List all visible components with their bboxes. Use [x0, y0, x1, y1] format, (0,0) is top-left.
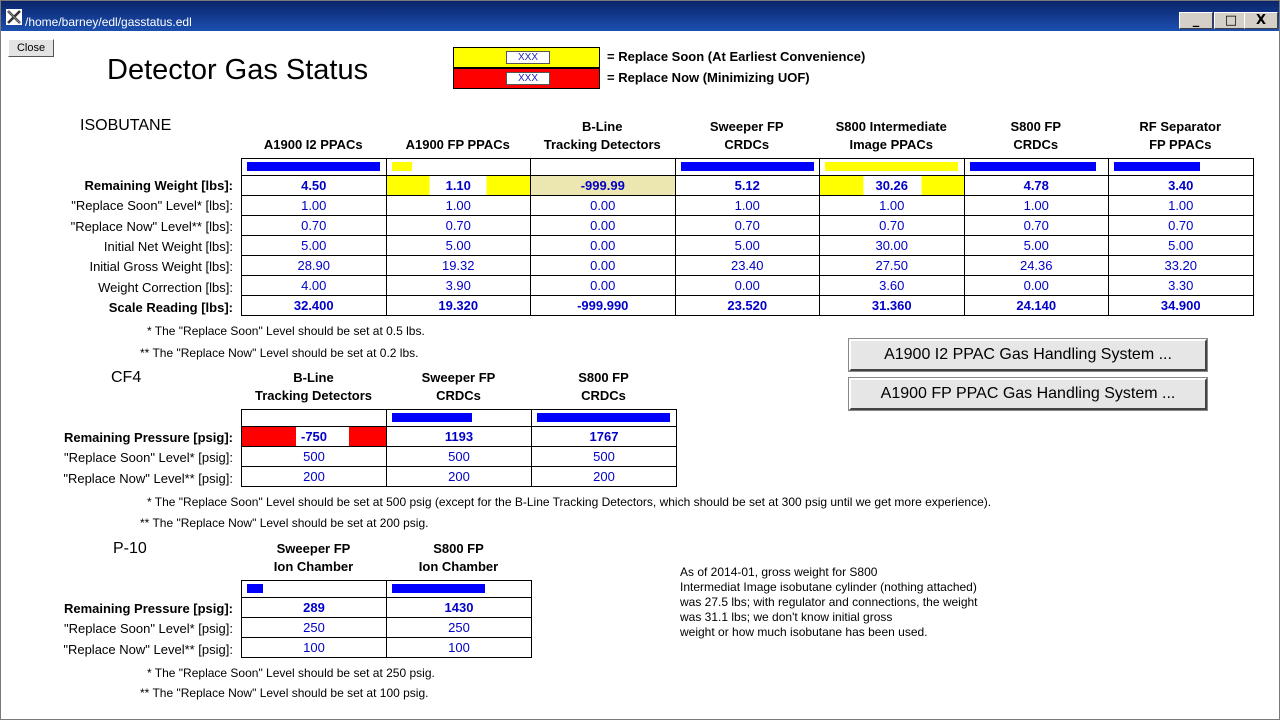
- level-bar-cell: [964, 159, 1109, 176]
- isobutane-table: [241, 158, 1254, 316]
- value-cell: 0.70: [675, 216, 820, 236]
- column-header: [241, 118, 386, 154]
- column-header: [386, 369, 531, 405]
- column-header: [819, 118, 964, 154]
- value-cell: 200: [242, 467, 387, 487]
- a1900-fp-gas-handling-button[interactable]: A1900 FP PPAC Gas Handling System ...: [849, 378, 1207, 410]
- value-cell: 23.40: [675, 256, 820, 276]
- column-header: [530, 118, 675, 154]
- column-header-line-2: Image PPACs: [849, 137, 934, 152]
- value-cell: -750: [242, 427, 387, 447]
- column-header-line-1: B-Line: [582, 119, 623, 134]
- level-bar: [970, 162, 1096, 171]
- column-header: [1108, 118, 1253, 154]
- window-title: /home/barney/edl/gasstatus.edl: [25, 15, 192, 29]
- table-row: [242, 256, 1254, 276]
- level-bar: [1114, 162, 1200, 171]
- value-cell: 3.90: [386, 276, 531, 296]
- level-bar-cell: [242, 410, 387, 427]
- value-cell: 0.70: [386, 216, 531, 236]
- value-cell: 5.00: [675, 236, 820, 256]
- value-cell: 250: [387, 618, 532, 638]
- comment-line: As of 2014-01, gross weight for S800: [680, 565, 878, 579]
- column-header-line-2: Tracking Detectors: [254, 388, 373, 403]
- value-cell: 32.400: [242, 296, 387, 316]
- table-row: [242, 467, 677, 487]
- s800-weight-comment: [680, 565, 978, 640]
- row-label: "Replace Now" Level** [psig]:: [63, 470, 233, 486]
- row-label: "Replace Soon" Level* [psig]:: [64, 621, 233, 637]
- row-label: Initial Net Weight [lbs]:: [103, 238, 233, 254]
- value-cell: 4.50: [242, 176, 387, 196]
- column-header-line-2: Ion Chamber: [418, 559, 499, 574]
- value-cell: 1.10: [386, 176, 531, 196]
- column-header-line-1: Sweeper FP: [421, 370, 496, 385]
- value-cell: 28.90: [242, 256, 387, 276]
- value-cell: 34.900: [1109, 296, 1254, 316]
- column-header-line-1: [241, 118, 386, 136]
- table-row: [242, 276, 1254, 296]
- value-cell: 1193: [387, 427, 532, 447]
- column-header-line-2: A1900 FP PPACs: [405, 137, 510, 152]
- value-cell: -999.990: [531, 296, 676, 316]
- value-cell: 1.00: [964, 196, 1109, 216]
- value-cell: 200: [532, 467, 677, 487]
- level-bar: [825, 162, 958, 171]
- value-cell: 30.26: [820, 176, 965, 196]
- value-cell: 33.20: [1109, 256, 1254, 276]
- value-cell: 0.00: [531, 236, 676, 256]
- table-row: [242, 638, 532, 658]
- close-button[interactable]: Close: [8, 39, 54, 57]
- comment-line: Intermediat Image isobutane cylinder (nothing attached): [680, 580, 977, 594]
- value-cell: 289: [242, 598, 387, 618]
- value-cell: 100: [242, 638, 387, 658]
- value-cell: 1430: [387, 598, 532, 618]
- column-header-line-2: FP PPACs: [1149, 137, 1212, 152]
- level-bar-cell: [387, 581, 532, 598]
- column-header: [964, 118, 1109, 154]
- cf4-table: [241, 409, 677, 487]
- value-cell: 250: [242, 618, 387, 638]
- value-cell: 500: [387, 447, 532, 467]
- column-header-line-1: Sweeper FP: [276, 541, 351, 556]
- value-cell: 0.70: [1109, 216, 1254, 236]
- table-row: [242, 176, 1254, 196]
- minimize-button[interactable]: _: [1179, 12, 1213, 29]
- value-cell: 100: [387, 638, 532, 658]
- column-header: [531, 369, 676, 405]
- table-row: [242, 618, 532, 638]
- column-header-line-2: CRDCs: [724, 137, 770, 152]
- isobutane-section-label: ISOBUTANE: [80, 117, 172, 134]
- value-cell: 0.00: [531, 196, 676, 216]
- value-cell: 1.00: [1109, 196, 1254, 216]
- column-header-line-2: CRDCs: [1013, 137, 1059, 152]
- value-cell: 5.00: [242, 236, 387, 256]
- column-header-line-2: Ion Chamber: [273, 559, 354, 574]
- level-bar-cell: [386, 159, 531, 176]
- level-bar: [247, 584, 263, 593]
- maximize-button[interactable]: □: [1214, 12, 1248, 29]
- column-header-line-2: Tracking Detectors: [543, 137, 661, 152]
- level-bar-cell: [387, 410, 532, 427]
- value-cell: 0.00: [531, 256, 676, 276]
- level-bar-cell: [531, 159, 676, 176]
- legend-now-label: = Replace Now (Minimizing UOF): [607, 70, 810, 85]
- title-bar: [1, 1, 1279, 31]
- value-cell: 500: [532, 447, 677, 467]
- comment-line: was 27.5 lbs; with regulator and connections, the weight: [680, 595, 978, 609]
- column-header-line-1: [386, 118, 531, 136]
- value-cell: -999.99: [531, 176, 676, 196]
- value-cell: 0.00: [964, 276, 1109, 296]
- column-header-line-2: CRDCs: [581, 388, 626, 403]
- level-bar-cell: [242, 159, 387, 176]
- column-header-line-2: CRDCs: [436, 388, 481, 403]
- p10-table: [241, 580, 532, 658]
- table-row: [242, 427, 677, 447]
- value-cell: 0.70: [964, 216, 1109, 236]
- level-bar: [681, 162, 814, 171]
- level-bar: [392, 162, 412, 171]
- column-header: [386, 118, 531, 154]
- row-label: Remaining Pressure [psig]:: [63, 601, 233, 616]
- level-bar-row: [242, 159, 1254, 176]
- legend-soon-swatch: [453, 47, 600, 68]
- column-header-line-1: S800 FP: [433, 541, 484, 556]
- table-row: [242, 216, 1254, 236]
- value-cell: 31.360: [820, 296, 965, 316]
- value-cell: 0.00: [675, 276, 820, 296]
- value-cell: 1.00: [242, 196, 387, 216]
- p10-note-2: ** The "Replace Now" Level should be set at 100 psig.: [140, 686, 429, 700]
- value-cell: 30.00: [820, 236, 965, 256]
- level-bar: [537, 413, 670, 422]
- row-label: Remaining Weight [lbs]:: [84, 178, 233, 193]
- column-header: [241, 369, 386, 405]
- level-bar-row: [242, 581, 532, 598]
- value-cell: 24.36: [964, 256, 1109, 276]
- table-row: [242, 236, 1254, 256]
- p10-note-1: * The "Replace Soon" Level should be set at 250 psig.: [147, 666, 435, 680]
- value-cell: 5.12: [675, 176, 820, 196]
- a1900-i2-gas-handling-button[interactable]: A1900 I2 PPAC Gas Handling System ...: [849, 339, 1207, 371]
- level-bar-cell: [1109, 159, 1254, 176]
- value-cell: 200: [387, 467, 532, 487]
- level-bar-cell: [820, 159, 965, 176]
- cf4-section-label: CF4: [111, 369, 142, 386]
- level-bar-cell: [675, 159, 820, 176]
- window-close-button[interactable]: X: [1244, 12, 1278, 29]
- page-title: Detector Gas Status: [107, 54, 369, 86]
- value-cell: 19.32: [386, 256, 531, 276]
- cf4-note-1: * The "Replace Soon" Level should be set at 500 psig (except for the B-Line Tracking Detectors, which should be set at 300 psig until we get more experience).: [147, 495, 992, 509]
- value-cell: 1.00: [386, 196, 531, 216]
- legend-now-swatch: [453, 68, 600, 89]
- level-bar-cell: [532, 410, 677, 427]
- value-cell: 4.00: [242, 276, 387, 296]
- column-header-line-1: S800 Intermediate: [835, 119, 947, 134]
- value-cell: 1.00: [675, 196, 820, 216]
- value-cell: 19.320: [386, 296, 531, 316]
- level-bar-row: [242, 410, 677, 427]
- value-cell: 3.60: [820, 276, 965, 296]
- table-row: [242, 196, 1254, 216]
- column-header: [241, 540, 386, 576]
- level-bar: [392, 584, 485, 593]
- value-cell: 23.520: [675, 296, 820, 316]
- level-bar: [392, 413, 472, 422]
- isobutane-note-2: ** The "Replace Now" Level should be set at 0.2 lbs.: [140, 346, 419, 360]
- value-cell: 1767: [532, 427, 677, 447]
- p10-section-label: P-10: [113, 540, 147, 557]
- row-label: "Replace Soon" Level* [psig]:: [64, 450, 233, 466]
- column-header-line-1: B-Line: [293, 370, 334, 385]
- x-window-icon: [6, 9, 22, 25]
- value-cell: 500: [242, 447, 387, 467]
- comment-line: weight or how much isobutane has been used.: [680, 625, 928, 639]
- comment-line: was 31.1 lbs; we don't know initial gross: [680, 610, 893, 624]
- value-cell: 1.00: [820, 196, 965, 216]
- column-header-line-1: Sweeper FP: [709, 119, 784, 134]
- value-cell: 0.70: [242, 216, 387, 236]
- level-bar: [247, 162, 380, 171]
- value-cell: 5.00: [386, 236, 531, 256]
- row-label: Initial Gross Weight [lbs]:: [89, 259, 233, 275]
- column-header-line-1: S800 FP: [1010, 119, 1062, 134]
- value-cell: 3.30: [1109, 276, 1254, 296]
- isobutane-note-1: * The "Replace Soon" Level should be set at 0.5 lbs.: [147, 324, 425, 338]
- level-bar-cell: [242, 581, 387, 598]
- legend-soon-label: = Replace Soon (At Earliest Convenience): [607, 49, 866, 64]
- value-cell: 0.00: [531, 276, 676, 296]
- column-header-line-1: RF Separator: [1139, 119, 1222, 134]
- value-cell: 24.140: [964, 296, 1109, 316]
- table-row: [242, 296, 1254, 316]
- value-cell: 0.70: [820, 216, 965, 236]
- table-row: [242, 447, 677, 467]
- column-header: [675, 118, 820, 154]
- table-row: [242, 598, 532, 618]
- column-header: [386, 540, 531, 576]
- value-cell: 3.40: [1109, 176, 1254, 196]
- column-header-line-1: S800 FP: [578, 370, 629, 385]
- value-cell: 0.00: [531, 216, 676, 236]
- cf4-note-2: ** The "Replace Now" Level should be set at 200 psig.: [140, 516, 429, 530]
- legend-soon-swatch-text: XXX: [506, 51, 550, 64]
- value-cell: 5.00: [964, 236, 1109, 256]
- value-cell: 4.78: [964, 176, 1109, 196]
- value-cell: 27.50: [820, 256, 965, 276]
- row-label: "Replace Now" Level** [psig]:: [63, 641, 233, 657]
- row-label: Scale Reading [lbs]:: [108, 299, 233, 315]
- legend-now-swatch-text: XXX: [506, 72, 550, 85]
- column-header-line-2: A1900 I2 PPACs: [263, 137, 363, 152]
- value-cell: 5.00: [1109, 236, 1254, 256]
- row-label: "Replace Soon" Level* [lbs]:: [71, 198, 233, 214]
- row-label: "Replace Now" Level** [lbs]:: [70, 218, 233, 234]
- row-label: Remaining Pressure [psig]:: [63, 430, 233, 445]
- row-label: Weight Correction [lbs]:: [98, 279, 233, 295]
